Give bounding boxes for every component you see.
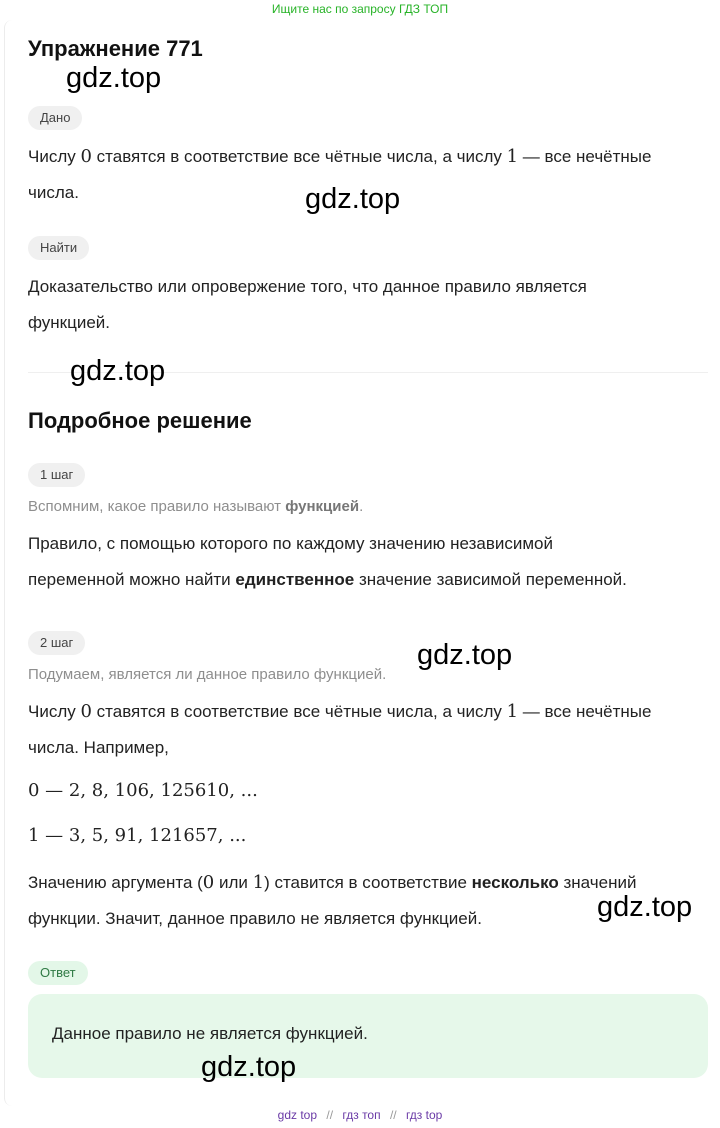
step2-conclusion: Значению аргумента (0 или 1) ставится в соответствие несколько значений функции. Значит, данное правило не является функцией. (28, 872, 637, 928)
answer-box (28, 994, 708, 1078)
answer-badge: Ответ (28, 961, 88, 985)
given-text: Числу 0 ставятся в соответствие все чётные числа, а числу 1 — все нечётные числа. (28, 146, 652, 202)
watermark: gdz.top (66, 62, 162, 94)
footer (0, 1108, 720, 1122)
answer-text: Данное правило не является функцией. (52, 1024, 368, 1043)
top-banner[interactable]: Ищите нас по запросу ГДЗ ТОП (271, 2, 449, 16)
footer-link-gdz-top-mixed[interactable]: гдз top (405, 1108, 443, 1122)
example-even: 0 — 2, 8, 106, 125610, ... (28, 780, 258, 801)
given-badge: Дано (28, 106, 82, 130)
step2-text: Числу 0 ставятся в соответствие все чётные числа, а числу 1 — все нечётные числа. Например, (28, 701, 652, 757)
step1-text: Правило, с помощью которого по каждому значению независимой переменной можно найти единственное значение зависимой переменной. (28, 534, 627, 589)
watermark: gdz.top (305, 183, 401, 215)
exercise-title: Упражнение 771 (28, 36, 203, 61)
step1-badge: 1 шаг (28, 463, 85, 487)
step1-hint: Вспомним, какое правило называют функцией. (28, 498, 364, 515)
solution-title: Подробное решение (28, 408, 252, 433)
footer-separator: // (326, 1108, 334, 1122)
footer-link-gdz-top-ru[interactable]: гдз топ (342, 1108, 381, 1122)
watermark: gdz.top (417, 639, 513, 671)
watermark: gdz.top (70, 355, 166, 387)
footer-separator: // (389, 1108, 397, 1122)
step2-hint: Подумаем, является ли данное правило функцией. (28, 666, 387, 683)
find-badge: Найти (28, 236, 89, 260)
step2-badge: 2 шаг (28, 631, 85, 655)
footer-link-gdz-top[interactable]: gdz top (277, 1108, 318, 1122)
watermark: gdz.top (597, 891, 693, 923)
watermark: gdz.top (201, 1051, 297, 1083)
find-text: Доказательство или опровержение того, что данное правило является функцией. (28, 277, 587, 332)
example-odd: 1 — 3, 5, 91, 121657, ... (28, 825, 247, 846)
